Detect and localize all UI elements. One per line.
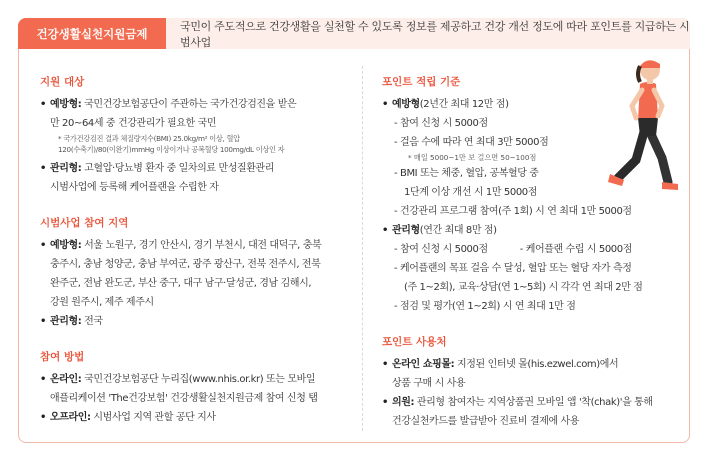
program-title-badge: 건강생활실천지원금제 [18,18,166,49]
eligibility-prevent-item [40,95,340,133]
regions-prevent-item [40,236,340,312]
column-divider [362,66,363,431]
clinic-line1: 관리형 참여자는 지역상품권 모바일 앱 '착(chak)'을 통해 [414,397,653,408]
eligibility-title: 지원 대상 [40,76,85,88]
online-label: 온라인: [50,374,82,385]
regions-manage-item [40,312,340,331]
regions-manage-label: 관리형: [50,316,82,327]
clinic-line2: 건강실천카드를 발급받아 진료비 결제에 사용 [392,416,580,427]
points-manage-suffix: (연간 최대 8만 점) [419,225,497,236]
regions-prevent-label: 예방형: [50,240,82,251]
points-manage-label: 관리형 [392,225,420,236]
points-prevent-suffix: (2년간 최대 12만 점) [419,99,509,110]
offline-label: 오프라인: [50,412,91,423]
points-m2a: - 케어플랜의 목표 걸음 수 달성, 혈압 또는 혈당 자가 측정 [394,263,632,274]
offline-value: 시범사업 지역 관할 공단 지사 [90,412,216,423]
online-line1: 국민건강보험공단 누리집(www.nhis.or.kr) 또는 모바일 [81,374,316,385]
points-p2: - 걸음 수에 따라 연 최대 3만 5000점 [394,137,549,148]
points-p3a: - BMI 또는 체중, 혈압, 공복혈당 중 [394,168,539,179]
points-p4: - 건강관리 프로그램 참여(주 1회) 시 연 최대 1만 5000점 [394,206,632,217]
eligibility-manage-item [40,159,340,197]
shop-line2: 상품 구매 시 사용 [392,378,466,389]
regions-line3: 완주군, 전남 완도군, 부산 중구, 대구 남구·달성군, 경남 김해시, [50,278,312,289]
regions-manage-value: 전국 [81,316,103,327]
points-m1b: - 케어플랜 수립 시 5000점 [519,244,632,255]
regions-section [40,215,340,331]
usage-section [382,334,682,431]
walking-woman-illustration [596,40,696,200]
regions-line2: 충주시, 충남 청양군, 충남 부여군, 광주 광산구, 전북 전주시, 전북 [50,259,321,270]
points-manage-item [382,221,682,240]
online-line2: 애플리케이션 'The건강보험' 건강생활실천지원금제 참여 신청 탭 [50,393,318,404]
points-title: 포인트 적립 기준 [382,76,461,88]
points-m2b: (주 1~2회), 교육·상담(연 1~5회) 시 각각 연 최대 2만 점 [404,282,643,293]
points-p2-note: * 매일 5000~1만 보 걸으면 50~100점 [408,153,537,162]
shop-line1: 지정된 인터넷 몰(his.ezwel.com)에서 [454,359,619,370]
method-title: 참여 방법 [40,351,85,363]
regions-line1: 서울 노원구, 경기 안산시, 경기 부천시, 대전 대덕구, 충북 [81,240,322,251]
eligibility-note-line1: * 국가건강검진 결과 체질량지수(BMI) 25.0kg/m² 이상, 혈압 [58,134,240,143]
points-p1: - 참여 신청 시 5000점 [394,118,488,129]
program-description: 국민이 주도적으로 건강생활을 실천할 수 있도록 정보를 제공하고 건강 개선 정도에 따라 포인트를 지급하는 시범사업 [166,18,690,49]
usage-title: 포인트 사용처 [382,336,447,348]
regions-title: 시범사업 참여 지역 [40,217,129,229]
prevent-line1: 국민건강보험공단이 주관하는 국가건강검진을 받은 [81,99,297,110]
prevent-line2: 만 20~64세 중 건강관리가 필요한 국민 [50,118,217,129]
manage-line1: 고혈압·당뇨병 환자 중 일차의료 만성질환관리 [81,163,275,174]
points-m1a: - 참여 신청 시 5000점 [394,244,488,255]
method-section [40,349,340,427]
shop-label: 온라인 쇼핑몰: [392,359,455,370]
points-m3: - 점검 및 평가(연 1~2회) 시 연 최대 1만 점 [394,301,576,312]
method-online-item [40,370,340,408]
regions-line4: 강원 원주시, 제주 제주시 [50,297,154,308]
eligibility-note-line2: 120(수축기)/80(이완기)mmHg 이상이거나 공복혈당 100mg/dL 이상인 자 [58,145,285,154]
manage-line2: 시범사업에 등록해 케어플랜을 수립한 자 [50,182,219,193]
eligibility-section [40,74,340,197]
manage-label: 관리형: [50,163,82,174]
method-offline-item [40,408,340,427]
prevent-label: 예방형: [50,99,82,110]
clinic-label: 의원: [392,397,415,408]
usage-clinic-item [382,393,682,431]
left-column [40,74,340,441]
points-p3b: 1단계 이상 개선 시 1만 5000점 [404,187,538,198]
usage-shop-item [382,355,682,393]
points-m1 [382,240,682,259]
points-prevent-label: 예방형 [392,99,420,110]
